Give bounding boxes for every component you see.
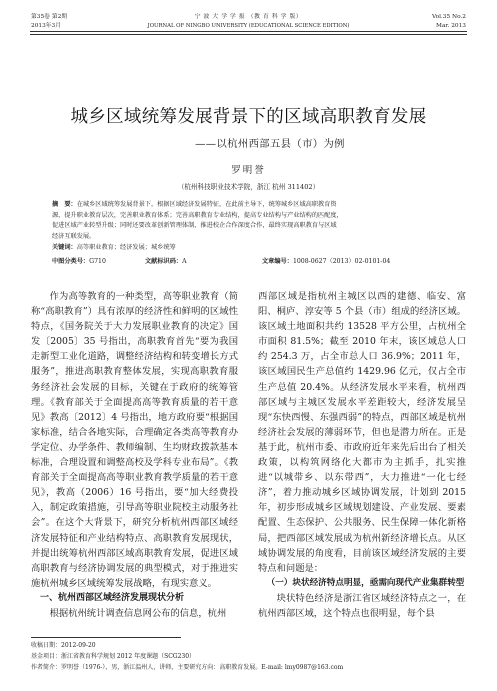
date-label: 2013年3月 bbox=[31, 23, 62, 29]
clc-number: 中图分类号：G710 bbox=[52, 258, 106, 265]
abstract-line: 源，提升职业教育层次，完善职业教育体系；完善高职教育专业结构，提高专业结构与产业结构的匹配度， bbox=[52, 211, 343, 219]
document-code: 文献标识码：A bbox=[145, 258, 187, 265]
abstract bbox=[52, 200, 448, 254]
body-paragraph: 块状特色经济是浙江省区域经济特点之一，在杭州西部区域，这个特点也很明显，每个县 bbox=[258, 592, 466, 619]
keywords-value: 高等职业教育；经济发展；城乡统筹 bbox=[76, 244, 176, 251]
date-en-label: Mar. 2013 bbox=[436, 23, 466, 29]
body-paragraph: 根据杭州统计调查信息网公布的信息，杭州 bbox=[49, 607, 227, 619]
volume-label: Vol.35 No.2 bbox=[431, 14, 466, 20]
author-name: 罗明誉 bbox=[231, 165, 266, 176]
body-paragraph: 西部区域是指杭州主城区以西的建德、临安、富阳、桐庐、淳安等 5 个县（市）组成的经济区域。该区域土地面积共约 13528 平方公里，占杭州全市面积 81.5%；截至 2010 年末，该区域总人口约 254.3 万，占全市总人口 36.9%；2011 年，该区域国民生产总值约 1429.96 亿元，仅占全市生产总值 20.4%。从经济发展水平来看，杭州西部区域与主城区发展水平差距较大，经济发展呈现“东快西慢、东强西弱”的特点，西部区域是杭州经济社会发展的薄弱环节，但也是潜力所在。正是基于此，杭州市委、市政府近年来先后出台了相关政策，以构筑网络化大都市为主抓手，扎实推进“以城带乡、以东带西”，大力推进“一化七经济”，着力推动城乡区域协调发展，计划到 2015 年，初步形成城乡区域规划建设、产业发展、要素配置、生态保护、公共服务、民生保障一体化新格局，把西部区域发展成为杭州新经济增长点。从区域协调发展的角度看，目前该区域经济发展的主要特点和问题是： bbox=[258, 291, 466, 574]
received-date: 收稿日期：2012-09-20 bbox=[31, 642, 96, 649]
article-title: 城乡区域统筹发展背景下的区域高职教育发展 bbox=[70, 107, 427, 127]
footnote-rule bbox=[31, 637, 181, 638]
abstract-label: 摘 要： bbox=[52, 201, 77, 208]
footnotes bbox=[31, 640, 343, 673]
body-paragraph: 作为高等教育的一种类型，高等职业教育（简称“高职教育”）具有浓厚的经济性和鲜明的区域性特点，《国务院关于大力发展职业教育的决定》国发〔2005〕35 号指出，高职教育首先“要为我国走新型工业化道路，调整经济结构和转变增长方式服务”，推进高职教育整体发展，实现高职教育服务经济社会发展的目标，关键在于政府的统筹管理。《教育部关于全面提高高等教育质量的若干意见》教高〔2012〕4 号指出，地方政府要“根据国家标准，结合各地实际，合理确定各类高等教育办学定位、办学条件、教师编制、生均财政拨款基本标准，合理设置和调整高校及学科专业布局”。《教育部关于全面提高高等职业教育教学质量的若干意见》，教高（2006）16 号指出，要“加大经费投入，制定政策措施，引导高等职业院校主动服务社会”。在这个大背景下，研究分析杭州西部区域经济发展特征和产业结构特点、高职教育发展现状，并提出统筹杭州西部区域高职教育发展，促进区域高职教育与经济协调发展的典型模式，对于推进实施杭州城乡区域统筹发展战略，有现实意义。 bbox=[31, 291, 238, 589]
article-subtitle: ——以杭州西部五县（市）为例 bbox=[195, 138, 345, 150]
body-right-column bbox=[258, 289, 466, 621]
keywords-label: 关键词： bbox=[52, 244, 77, 251]
header-rule-top bbox=[30, 31, 467, 32]
fund-project: 基金项目：浙江省教育科学规划 2012 年度课题（SCG230） bbox=[31, 653, 196, 660]
header-rule-bottom bbox=[30, 34, 467, 35]
abstract-line: 摘 要：在城乡区域统筹发展背景下，根据区域经济发展特征，在此前主导下，统筹城乡区域高职教育资 bbox=[52, 201, 337, 208]
subsection-heading: （一）块状经济特点明显，亟需向现代产业集群转型 bbox=[266, 577, 465, 588]
issue-label: 第35卷 第2期 bbox=[31, 14, 68, 20]
journal-title-cn: 宁 波 大 学 学 报 （教 育 科 学 版） bbox=[194, 14, 303, 20]
abstract-line: 经济互联发展。 bbox=[52, 232, 96, 240]
section-heading: 一、杭州西部区域经济发展现状分析 bbox=[40, 592, 185, 603]
body-left-column bbox=[31, 289, 238, 621]
journal-title-en: JOURNAL OF NINGBO UNIVERSITY (EDUCATIONAL SCIENCE EDITION) bbox=[147, 23, 350, 29]
article-number: 文章编号：1008-0627（2013）02-0101-04 bbox=[262, 258, 391, 265]
abstract-line: 促进区域产业转型升级；同时还要改革创新管理体制，推进校企合作深度合作，最终实现高职教育与区域 bbox=[52, 222, 337, 229]
keywords bbox=[52, 243, 448, 254]
author-affiliation: （杭州科技职业技术学院，浙江 杭州 311402） bbox=[177, 183, 320, 191]
author-bio: 作者简介：罗明誉（1976-），男，浙江温州人，讲师，主要研究方向：高职教育发展。E-mail: lmy0987@163.com bbox=[31, 664, 344, 671]
